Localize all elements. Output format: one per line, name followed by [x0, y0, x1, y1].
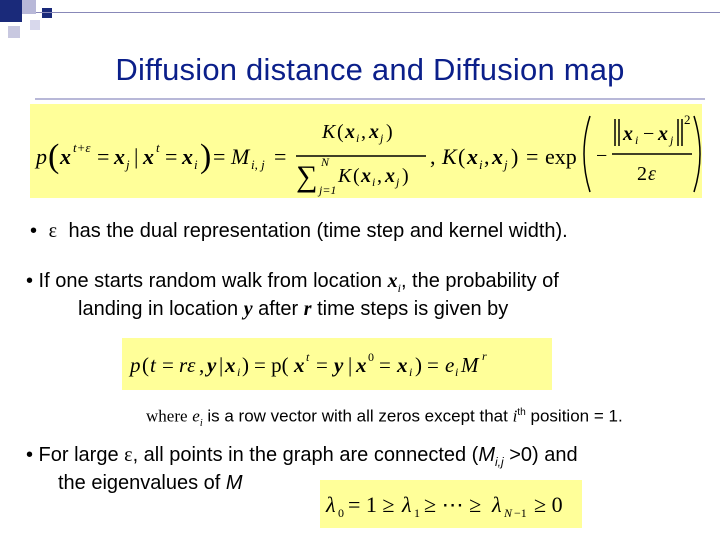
svg-text:i: i	[479, 157, 483, 172]
svg-text:λ: λ	[326, 492, 336, 517]
svg-text:x: x	[492, 144, 503, 169]
svg-text:): )	[402, 165, 409, 187]
svg-text:): )	[415, 353, 422, 377]
svg-text:,: ,	[377, 165, 382, 187]
svg-text:): )	[200, 138, 212, 175]
svg-text:x: x	[623, 123, 633, 145]
top-line	[36, 12, 720, 13]
var-M: M	[225, 472, 243, 494]
svg-text:x: x	[467, 144, 478, 169]
where-text: is a row vector with all zeros except that	[202, 406, 513, 426]
svg-text:= p(: = p(	[254, 353, 289, 377]
svg-text:t: t	[156, 140, 160, 155]
svg-text:|: |	[134, 144, 139, 169]
svg-text:M: M	[231, 144, 250, 169]
svg-text:x: x	[385, 165, 395, 187]
svg-text:2: 2	[637, 163, 647, 185]
svg-text:p: p	[130, 353, 141, 377]
svg-text:x: x	[60, 144, 71, 169]
epsilon-symbol: ε	[124, 444, 133, 466]
sub-i: i	[199, 418, 203, 430]
svg-text:t: t	[306, 350, 310, 364]
ordinal-th: th	[517, 407, 526, 418]
svg-text:x: x	[345, 121, 355, 143]
svg-text:y: y	[207, 353, 217, 377]
svg-text:=: =	[316, 353, 328, 377]
svg-text:j=1: j=1	[319, 183, 337, 197]
var-i: i	[512, 406, 518, 426]
svg-text:M: M	[461, 353, 479, 377]
svg-text:x: x	[143, 144, 154, 169]
svg-text:=: =	[379, 353, 391, 377]
svg-text:|: |	[219, 353, 224, 377]
title-divider	[35, 98, 705, 100]
svg-text:i: i	[194, 157, 198, 172]
svg-text:2: 2	[684, 112, 691, 127]
svg-text:j: j	[126, 157, 130, 172]
svg-text:=: =	[162, 353, 174, 377]
svg-text:,: ,	[430, 144, 436, 169]
svg-text:y: y	[334, 353, 344, 377]
svg-text:K: K	[338, 165, 352, 187]
svg-text:t: t	[150, 353, 156, 377]
svg-text:λ: λ	[402, 492, 412, 517]
bullet-random-walk-line2	[78, 296, 508, 322]
svg-text:,: ,	[361, 121, 366, 143]
svg-text:): )	[511, 144, 519, 169]
svg-text:x: x	[356, 353, 367, 377]
svg-text:−: −	[596, 145, 608, 167]
svg-text:(: (	[458, 144, 466, 169]
svg-text:e: e	[445, 353, 455, 377]
bullet-text: has the dual representation (time step and kernel width).	[68, 220, 568, 242]
var-M: M	[478, 444, 496, 466]
svg-text:rε: rε	[179, 353, 196, 377]
svg-text:ε: ε	[648, 163, 656, 185]
svg-text:=: =	[97, 144, 110, 169]
transition-probability-equation	[122, 338, 552, 390]
svg-text:i: i	[409, 365, 413, 379]
svg-text:N: N	[504, 506, 513, 520]
svg-text:,: ,	[484, 144, 490, 169]
svg-text:(: (	[48, 138, 60, 175]
bullet-marker: •	[30, 220, 38, 242]
svg-text:i: i	[372, 175, 376, 189]
svg-text:=: =	[165, 144, 178, 169]
bullet-text: after	[252, 298, 304, 320]
svg-text:x: x	[369, 121, 379, 143]
epsilon-symbol: ε	[48, 220, 57, 242]
corner-square-light-2	[8, 26, 20, 38]
bullet-large-epsilon-line2	[58, 470, 243, 496]
svg-text:i: i	[237, 365, 241, 379]
slide-title: Diffusion distance and Diffusion map	[115, 52, 625, 87]
svg-text:|: |	[348, 353, 353, 377]
svg-text:=: =	[427, 353, 439, 377]
svg-text:−: −	[643, 123, 655, 145]
svg-text:∑: ∑	[296, 160, 318, 193]
svg-text:): )	[386, 121, 393, 143]
svg-text:x: x	[225, 353, 236, 377]
bullet-text: • If one starts random walk from location	[26, 270, 388, 292]
svg-text:(: (	[353, 165, 360, 187]
svg-text:−1: −1	[514, 506, 527, 520]
svg-text:i: i	[635, 133, 639, 147]
svg-text:(: (	[142, 353, 149, 377]
svg-text:=: =	[526, 144, 539, 169]
svg-text:λ: λ	[492, 492, 502, 517]
corner-square-dark-1	[0, 0, 22, 22]
svg-text:,: ,	[199, 353, 205, 377]
svg-text:i: i	[356, 131, 360, 145]
svg-text:=: =	[213, 144, 226, 169]
svg-text:(: (	[337, 121, 344, 143]
svg-text:j: j	[504, 157, 508, 172]
svg-text:K: K	[442, 144, 457, 169]
where-text: position = 1.	[525, 406, 623, 426]
equation-diffusion-kernel	[30, 104, 702, 198]
bullet-text: time steps is given by	[311, 298, 509, 320]
svg-text:= 1 ≥: = 1 ≥	[348, 492, 395, 517]
svg-text:1: 1	[414, 506, 420, 520]
svg-text:i, j: i, j	[251, 157, 265, 172]
sub-ij: i,j	[495, 455, 504, 469]
diffusion-kernel-equation	[30, 104, 702, 198]
var-x: x	[387, 270, 398, 292]
sub-i: i	[397, 281, 401, 295]
svg-text:r: r	[482, 349, 487, 363]
bullet-text: , all points in the graph are connected (	[132, 444, 479, 466]
bullet-text: • For large	[26, 444, 125, 466]
svg-text:≥ 0: ≥ 0	[534, 492, 563, 517]
corner-square-light-3	[30, 20, 40, 30]
svg-text:exp: exp	[545, 144, 577, 169]
bullet-text: , the probability of	[400, 270, 559, 292]
svg-text:=: =	[274, 144, 287, 169]
equation-eigenvalues	[320, 480, 582, 528]
bullet-text: landing in location	[78, 298, 244, 320]
svg-text:j: j	[396, 175, 400, 189]
svg-text:x: x	[397, 353, 408, 377]
corner-square-dark-2	[42, 8, 52, 18]
bullet-dual-representation	[30, 218, 568, 244]
corner-square-light-1	[22, 0, 36, 14]
svg-text:j: j	[380, 131, 384, 145]
eigenvalue-inequality	[320, 480, 582, 528]
svg-text:≥ ⋯ ≥: ≥ ⋯ ≥	[424, 492, 482, 517]
var-e: e	[192, 406, 200, 426]
svg-text:x: x	[182, 144, 193, 169]
svg-text:j: j	[670, 133, 674, 147]
svg-text:x: x	[114, 144, 125, 169]
svg-text:0: 0	[368, 350, 374, 364]
equation-transition	[122, 338, 552, 390]
svg-text:i: i	[455, 365, 459, 379]
svg-text:x: x	[658, 123, 668, 145]
bullet-text: >0) and	[503, 444, 578, 466]
var-r: r	[303, 298, 312, 320]
where-note	[146, 400, 623, 437]
where-word: where	[146, 406, 188, 426]
svg-text:t+ε: t+ε	[73, 140, 91, 155]
svg-text:): )	[242, 353, 249, 377]
svg-text:x: x	[361, 165, 371, 187]
svg-text:x: x	[294, 353, 305, 377]
svg-text:p: p	[36, 144, 47, 169]
svg-text:N: N	[321, 155, 330, 169]
svg-text:0: 0	[338, 506, 344, 520]
var-y: y	[243, 298, 253, 320]
svg-text:K: K	[322, 121, 336, 143]
bullet-text: the eigenvalues of	[58, 472, 226, 494]
